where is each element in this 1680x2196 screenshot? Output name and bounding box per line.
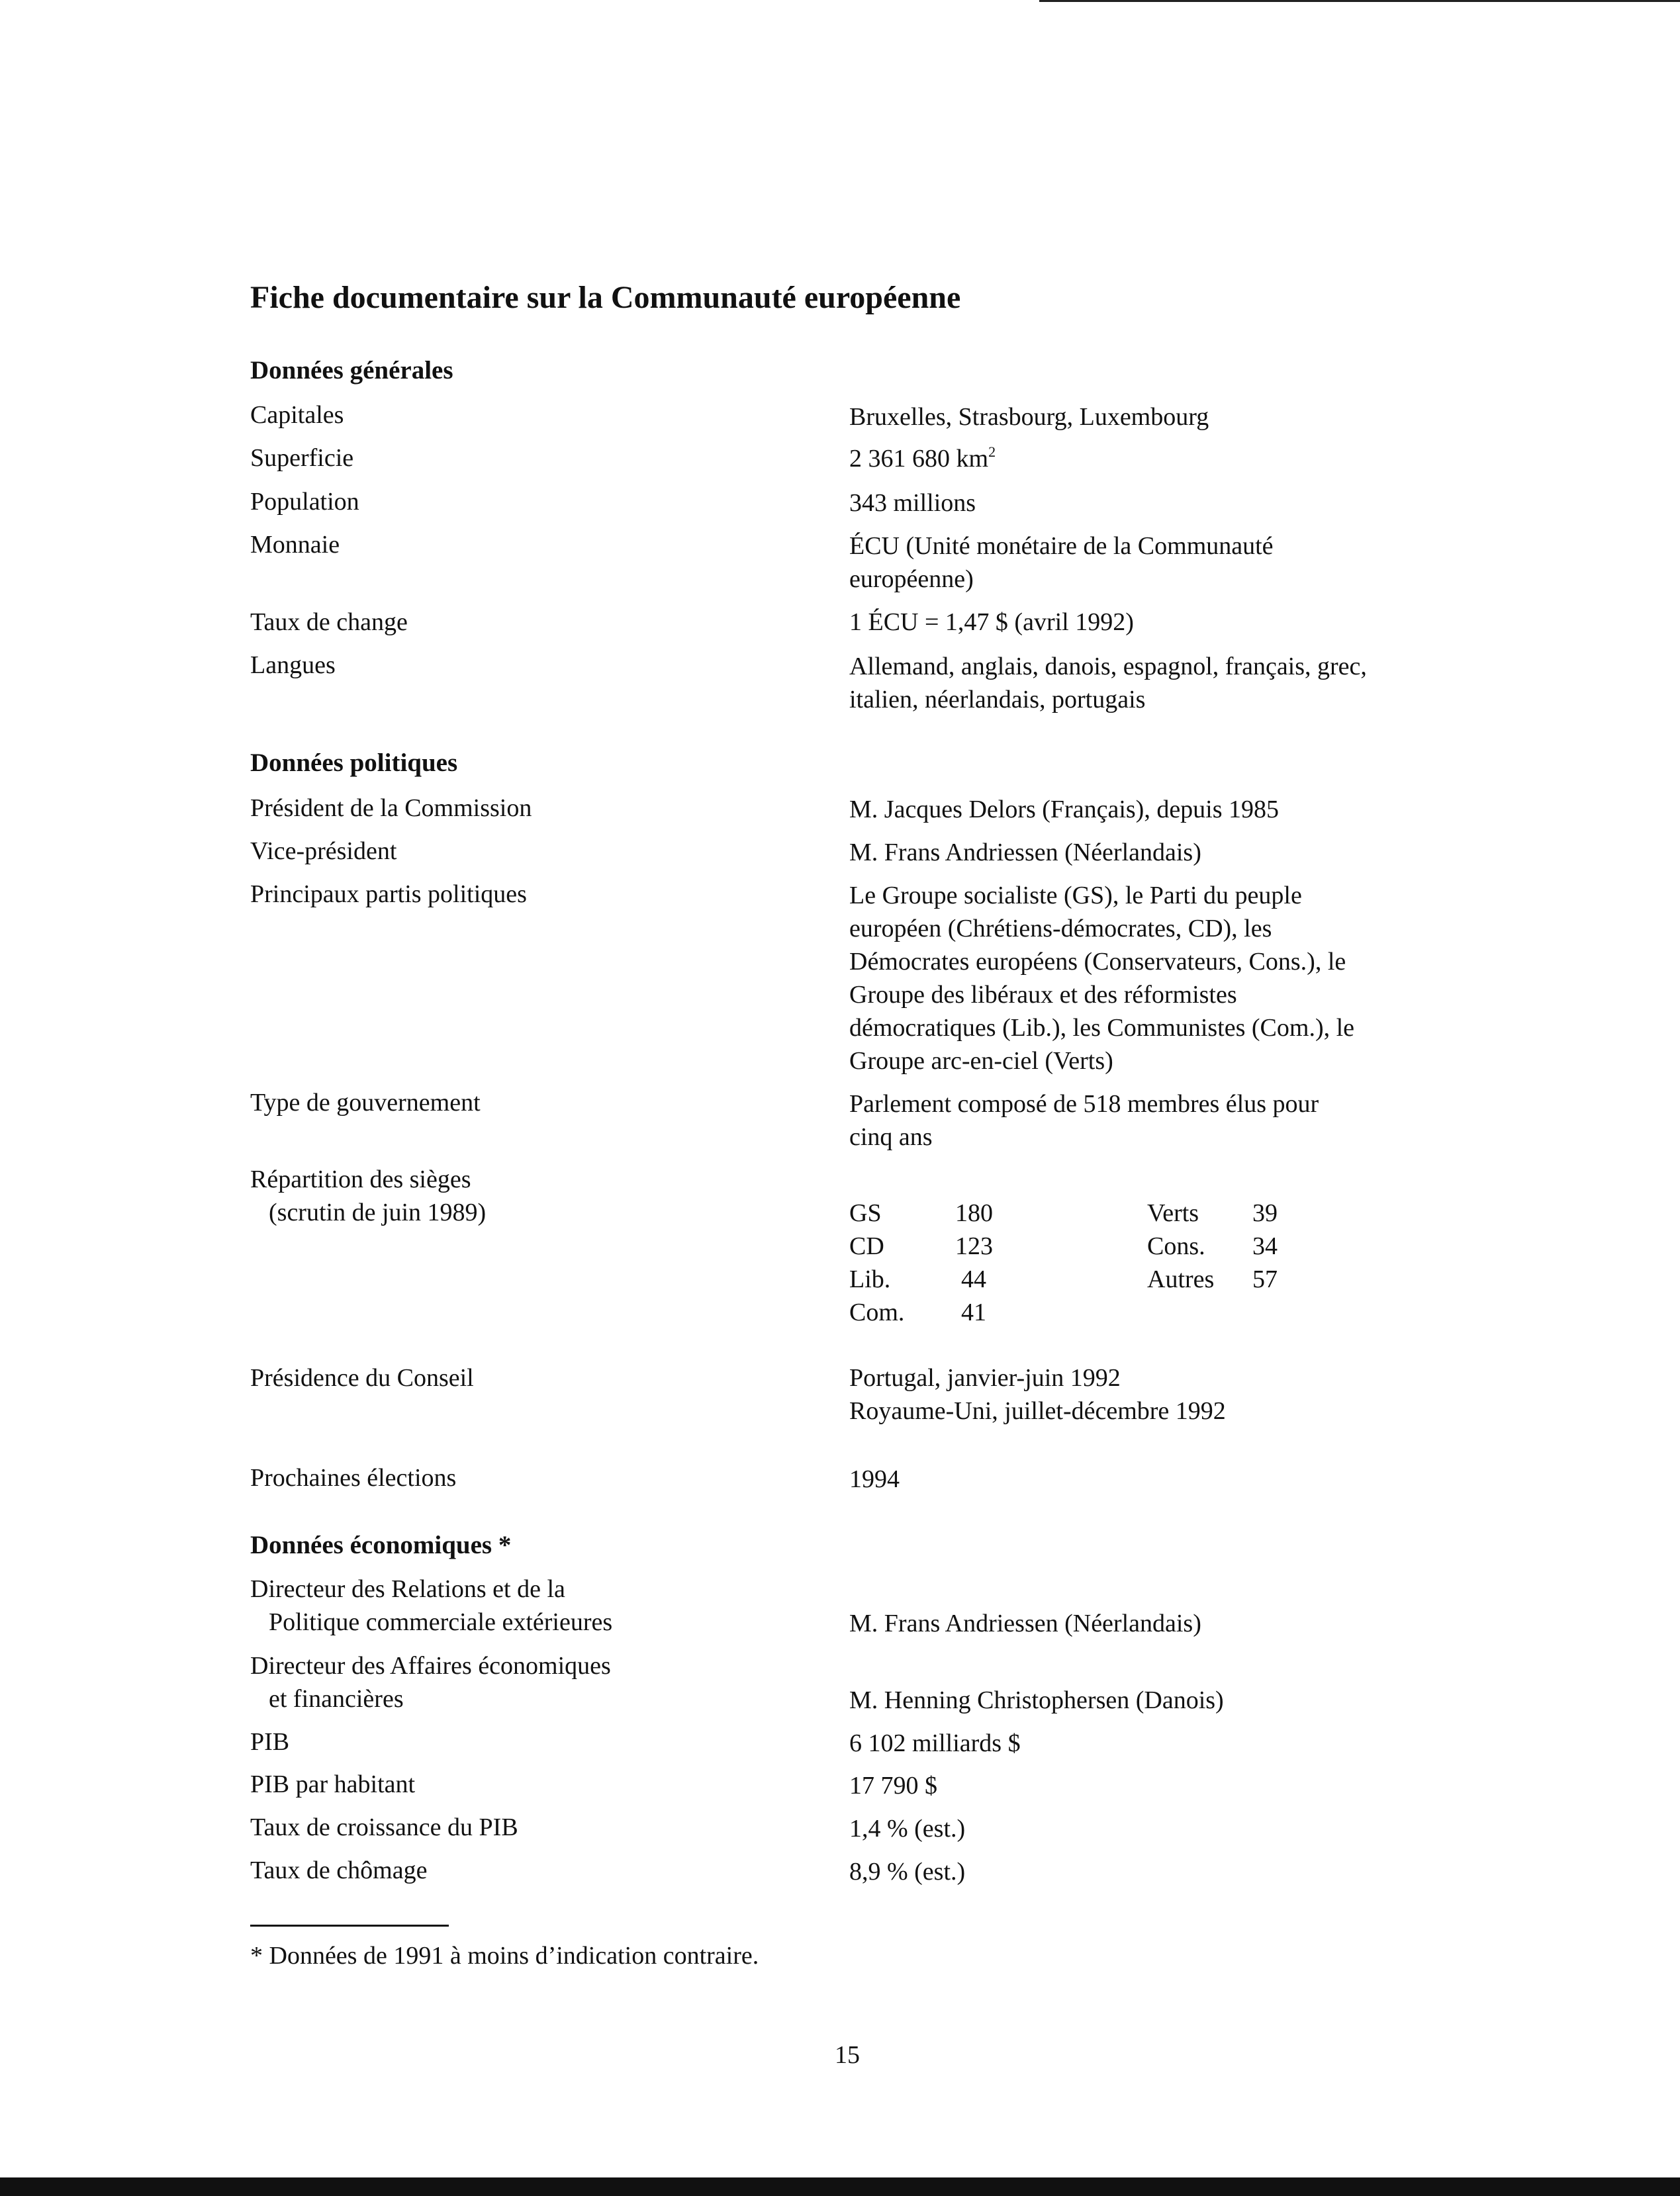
label-monnaie: Monnaie [250,531,340,559]
value-capitales: Bruxelles, Strasbourg, Luxembourg [849,403,1209,431]
seat-count: 123 [955,1232,993,1260]
seat-party: GS [849,1199,882,1227]
seat-party: Cons. [1147,1232,1205,1260]
footnote: * Données de 1991 à moins d’indication contraire. [250,1942,759,1970]
seat-party: Lib. [849,1265,891,1293]
seat-party: Com. [849,1299,905,1326]
seat-count: 39 [1252,1199,1278,1227]
label-taux-de-change: Taux de change [250,608,408,636]
value-directeur-relations: M. Frans Andriessen (Néerlandais) [849,1610,1201,1637]
label-langues: Langues [250,651,336,679]
label-vice-president: Vice-président [250,837,397,865]
label-type-gouvernement: Type de gouvernement [250,1089,481,1117]
value-population: 343 millions [849,489,976,517]
label-directeur-relations: Directeur des Relations et de la Politique commerciale extérieures [250,1575,613,1636]
value-taux-croissance: 1,4 % (est.) [849,1815,966,1843]
value-vice-president: M. Frans Andriessen (Néerlandais) [849,839,1201,866]
label-presidence-conseil: Présidence du Conseil [250,1364,474,1392]
bottom-scan-border [0,2177,1680,2196]
seat-party: Verts [1147,1199,1199,1227]
label-prochaines-elections: Prochaines élections [250,1464,457,1492]
label-population: Population [250,488,359,516]
value-pib-par-habitant: 17 790 $ [849,1772,937,1800]
value-pib: 6 102 milliards $ [849,1729,1021,1757]
seat-count: 57 [1252,1265,1278,1293]
top-border-line [1039,0,1680,2]
label-taux-chomage: Taux de chômage [250,1856,428,1884]
section-heading-generales: Données générales [250,356,453,385]
seat-count: 180 [955,1199,993,1227]
label-superficie: Superficie [250,444,354,472]
label-directeur-affaires: Directeur des Affaires économiques et financières [250,1652,611,1713]
seat-party: Autres [1147,1265,1215,1293]
page-number: 15 [835,2041,860,2069]
label-pib-par-habitant: PIB par habitant [250,1770,416,1798]
section-heading-economiques: Données économiques * [250,1531,512,1559]
value-directeur-affaires: M. Henning Christophersen (Danois) [849,1686,1224,1714]
value-taux-de-change: 1 ÉCU = 1,47 $ (avril 1992) [849,608,1134,636]
value-president-commission: M. Jacques Delors (Français), depuis 1985 [849,796,1280,823]
label-partis-politiques: Principaux partis politiques [250,880,527,908]
label-taux-croissance: Taux de croissance du PIB [250,1813,518,1841]
value-taux-chomage: 8,9 % (est.) [849,1858,966,1886]
label-capitales: Capitales [250,401,344,429]
seat-count: 41 [961,1299,986,1326]
value-monnaie: ÉCU (Unité monétaire de la Communauté européenne) [849,532,1274,593]
seat-count: 44 [961,1265,986,1293]
value-partis-politiques: Le Groupe socialiste (GS), le Parti du peuple européen (Chrétiens-démocrates, CD), les Démocrates européens (Conservateurs, Cons.), le Groupe des libéraux et des réformistes démocratiques (Lib.), les Communistes (Com.), le Groupe arc-en-ciel (Verts) [849,882,1355,1075]
label-repartition-sieges: Répartition des sièges (scrutin de juin 1989) [250,1166,487,1226]
seat-count: 34 [1252,1232,1278,1260]
page-title: Fiche documentaire sur la Communauté européenne [250,280,961,315]
value-type-gouvernement: Parlement composé de 518 membres élus pour cinq ans [849,1090,1319,1151]
value-langues: Allemand, anglais, danois, espagnol, français, grec, italien, néerlandais, portugais [849,653,1367,713]
label-president-commission: Président de la Commission [250,794,532,822]
seat-party: CD [849,1232,884,1260]
value-prochaines-elections: 1994 [849,1465,900,1493]
value-presidence-conseil: Portugal, janvier-juin 1992 Royaume-Uni, juillet-décembre 1992 [849,1364,1226,1425]
value-superficie: 2 361 680 $km^2$ [849,443,996,473]
label-pib: PIB [250,1728,290,1756]
footnote-rule [250,1925,449,1927]
section-heading-politiques: Données politiques [250,749,458,777]
